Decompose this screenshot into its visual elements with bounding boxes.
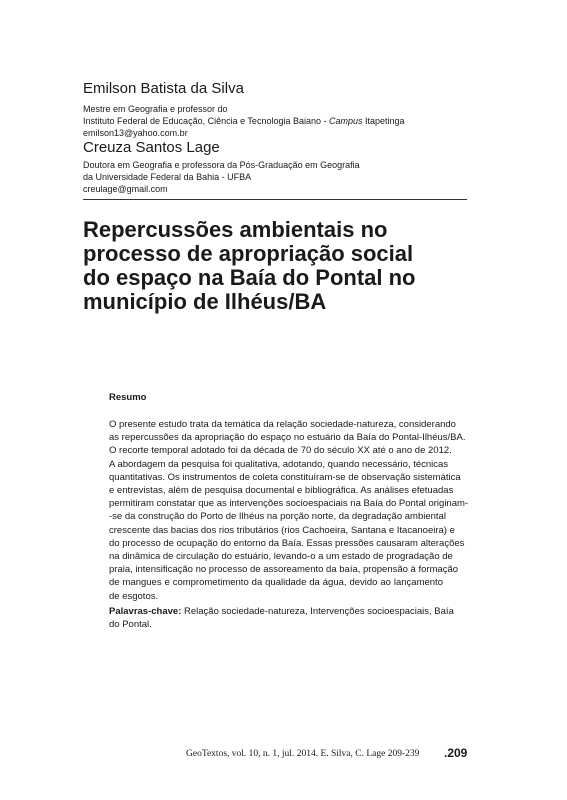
article-title (83, 218, 483, 314)
abstract-line: A abordagem da pesquisa foi qualitativa, adotando, quando necessário, técnicas (109, 458, 449, 470)
footer-citation: GeoTextos, vol. 10, n. 1, jul. 2014. E. Silva, C. Lage 209-239 (186, 749, 420, 759)
affiliation-line: Instituto Federal de Educação, Ciência e Tecnologia Baiano - Campus Itapetinga (83, 116, 405, 126)
author-name-1: Emilson Batista da Silva (83, 80, 244, 97)
abstract-line: de esgotos. (109, 590, 159, 602)
author-affiliation-2 (83, 159, 360, 195)
author-affiliation-1 (83, 103, 405, 139)
abstract-line: -se da construção do Porto de Ilhéus na porção norte, da degradação ambiental (109, 511, 446, 523)
abstract-line: na dinâmica de circulação do estuário, levando-o a um estado de progradação de (109, 551, 453, 563)
abstract-line: O presente estudo trata da temática da relação sociedade-natureza, considerando (109, 419, 456, 430)
title-line: do espaço na Baía do Pontal no (83, 265, 416, 290)
abstract-line: praia, intensificação no processo de assoreamento da baía, propensão à formação (109, 564, 459, 576)
keywords-label: Palavras-chave: (109, 606, 182, 617)
keywords-line: do Pontal. (109, 619, 152, 631)
abstract-heading: Resumo (109, 392, 147, 403)
affiliation-line: Doutora em Geografia e professora da Pós-Graduação em Geografia (83, 160, 360, 170)
affiliation-line: Mestre em Geografia e professor do (83, 104, 228, 114)
affiliation-line: da Universidade Federal da Bahia - UFBA (83, 172, 252, 182)
abstract-line: quantitativas. Os instrumentos de coleta constituíram-se de observação sistemática (109, 471, 461, 483)
title-line: município de Ilhéus/BA (83, 289, 327, 314)
abstract-body (109, 418, 469, 603)
abstract-line: O recorte temporal adotado foi da década de 70 do século XX até o ano de 2012. (109, 445, 452, 457)
abstract-line: permitiram constatar que as intervenções socioespaciais na Baía do Pontal originam- (109, 498, 469, 510)
abstract-line: e entrevistas, além de pesquisa documental e bibliográfica. As análises efetuadas (109, 485, 454, 497)
divider-rule (83, 199, 467, 200)
keywords-text: Relação sociedade-natureza, Intervenções socioespaciais, Baía (181, 606, 454, 617)
keywords-line (109, 605, 454, 618)
title-line: Repercussões ambientais no (83, 217, 388, 242)
abstract-line: do processo de ocupação do entorno da Baía. Essas pressões causaram alterações (109, 537, 465, 549)
author-email: emilson13@yahoo.com.br (83, 128, 188, 138)
title-line: processo de apropriação social (83, 241, 414, 266)
page-number: .209 (444, 746, 468, 760)
abstract-line: crescente das bacias dos rios tributários (rios Cachoeira, Santana e Itacanoeira) e (109, 524, 455, 536)
keywords (109, 605, 454, 631)
abstract-line: de mangues e comprometimento da qualidade da água, devido ao lançamento (109, 577, 443, 589)
author-name-2: Creuza Santos Lage (83, 139, 220, 156)
abstract-line: as repercussões da apropriação do espaço no estuário da Baía do Pontal-Ilhéus/BA. (109, 432, 466, 444)
author-email: creulage@gmail.com (83, 184, 168, 194)
